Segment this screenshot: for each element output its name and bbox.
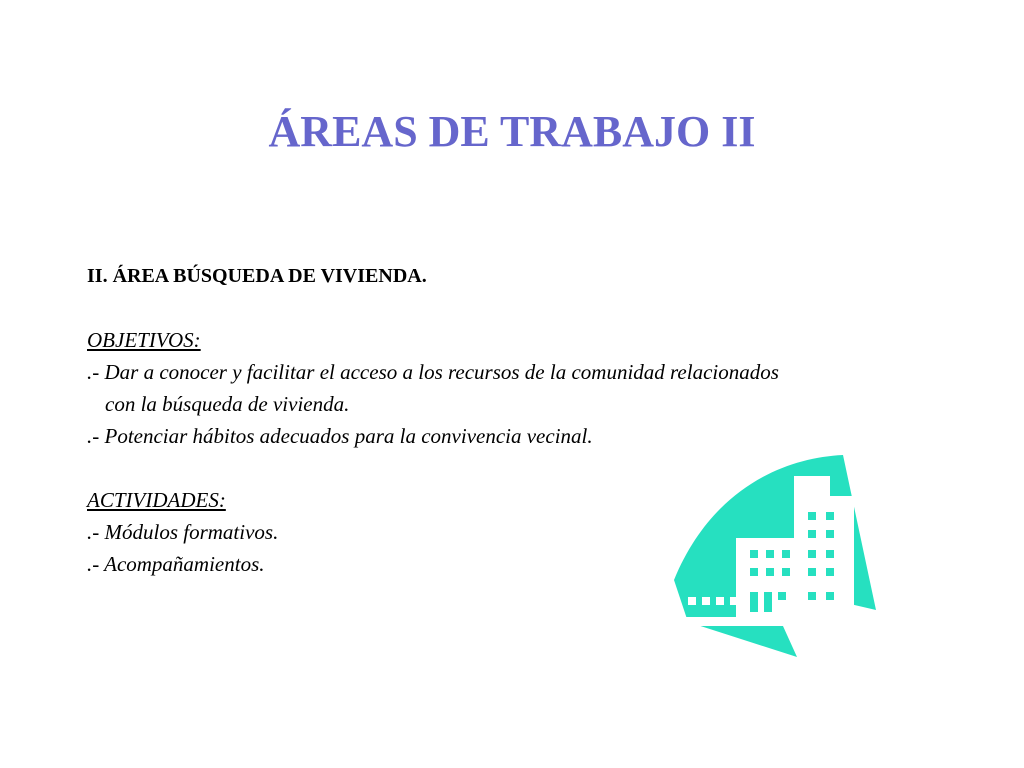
spacer — [87, 292, 907, 324]
section-heading: II. ÁREA BÚSQUEDA DE VIVIENDA. — [87, 265, 427, 287]
objective-item-continuation: con la búsqueda de vivienda. — [105, 392, 350, 416]
objectives-label: OBJETIVOS: — [87, 328, 201, 352]
objective-item: .- Potenciar hábitos adecuados para la convivencia vecinal. — [87, 424, 593, 448]
activity-item: .- Módulos formativos. — [87, 520, 279, 544]
building-icon — [670, 452, 876, 662]
activities-label: ACTIVIDADES: — [87, 488, 226, 512]
activity-item: .- Acompañamientos. — [87, 552, 265, 576]
building-icon-tower — [794, 476, 830, 496]
building-icon-ground — [674, 617, 804, 626]
objective-item: .- Dar a conocer y facilitar el acceso a los recursos de la comunidad relacionados — [87, 360, 779, 384]
slide-title: ÁREAS DE TRABAJO II — [268, 107, 756, 156]
